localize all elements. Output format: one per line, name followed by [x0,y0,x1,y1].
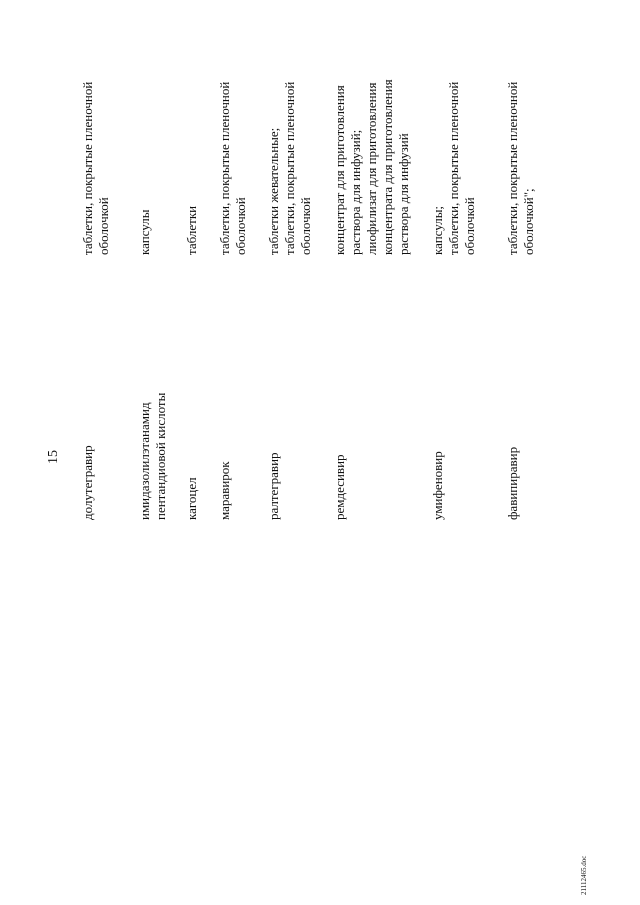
drug-name: ремдесивир [332,454,347,520]
dosage-form: таблетки [184,205,199,255]
drug-name: фавипиравир [505,446,520,520]
dosage-form: таблетки, покрытые пленочной оболочкой [217,81,248,255]
dosage-form: таблетки жевательные; таблетки, покрытые пленочной оболочкой [266,81,313,255]
drug-name: ралтегравир [266,452,281,520]
drug-name: маравирок [217,461,232,520]
drug-name: имидазолилэтанамид пентандиовой кислоты [137,392,168,520]
dosage-form: концентрат для приготовления раствора для инфузий; лиофилизат для приготовления концентрата для приготовления раствора для инфузий [332,79,411,255]
dosage-form: капсулы [137,209,152,255]
page-number: 15 [46,450,61,464]
dosage-form: капсулы; таблетки, покрытые пленочной оболочкой [430,81,477,255]
drug-name: долутегравир [80,445,95,520]
drug-table [80,40,540,900]
dosage-form: таблетки, покрытые пленочной оболочкой [80,81,111,255]
document-footer-code: 21112465.doc [580,855,588,895]
drug-name: умифеновир [430,451,445,520]
drug-name: кагоцел [184,477,199,520]
dosage-form: таблетки, покрытые пленочной оболочкой"; [505,81,536,255]
